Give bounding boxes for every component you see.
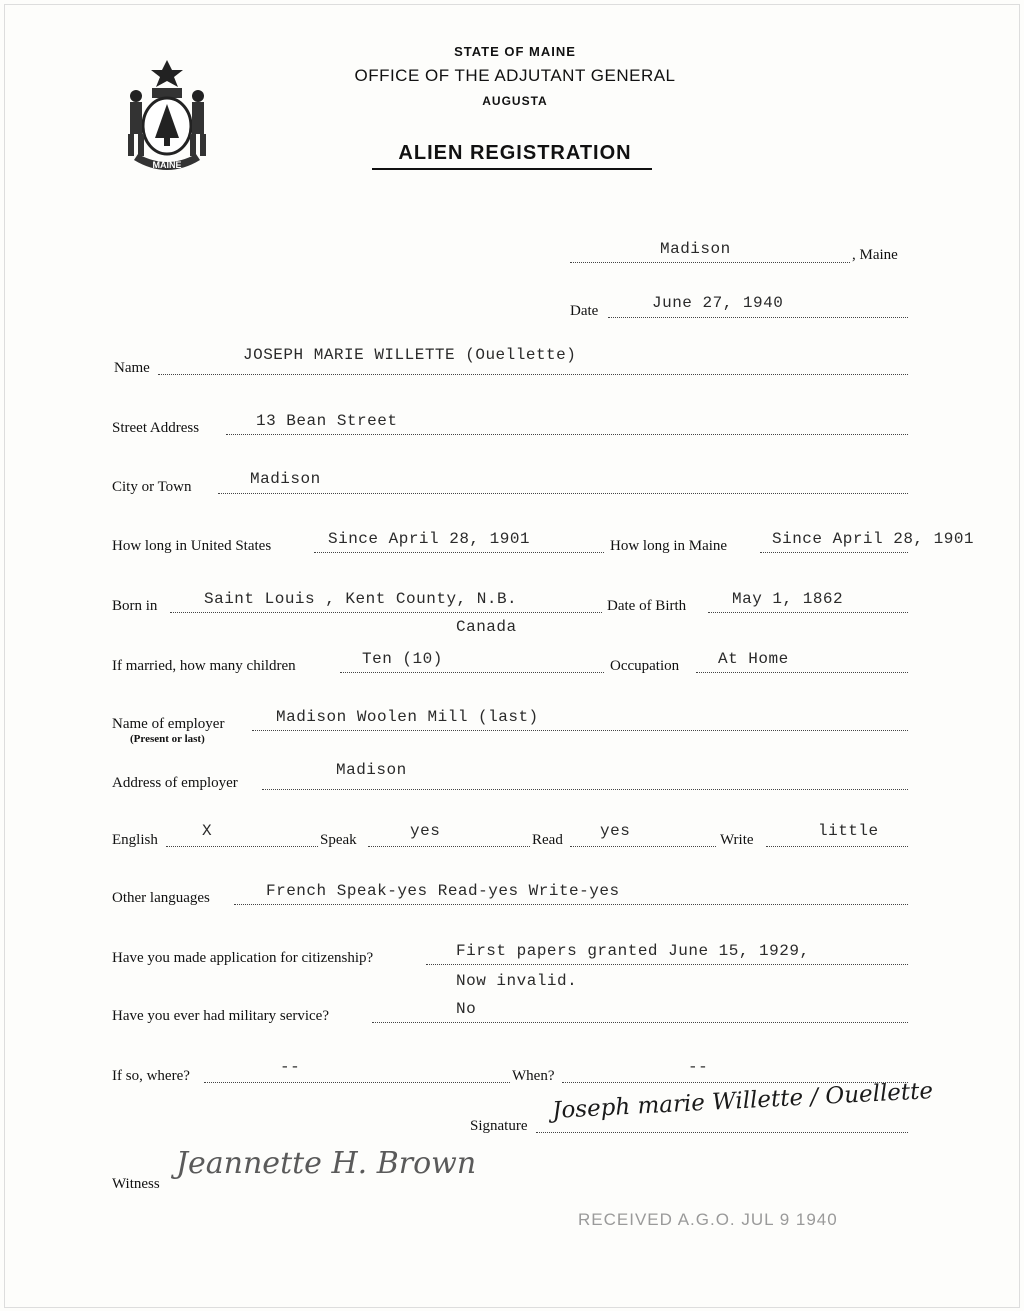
occupation-value: At Home xyxy=(718,650,789,668)
date-label: Date xyxy=(570,303,599,319)
occupation-label: Occupation xyxy=(610,658,680,674)
city-value: Madison xyxy=(250,470,321,488)
dob-line xyxy=(708,612,908,613)
where-line xyxy=(204,1082,510,1083)
place-line xyxy=(570,262,850,263)
other-languages-value: French Speak-yes Read-yes Write-yes xyxy=(266,882,620,900)
svg-text:MAINE: MAINE xyxy=(152,160,182,170)
maine-duration-label: How long in Maine xyxy=(610,538,728,554)
when-value: -- xyxy=(688,1058,709,1076)
state-seal-icon xyxy=(112,56,222,182)
name-line xyxy=(158,374,908,375)
children-line xyxy=(340,672,604,673)
name-label: Name xyxy=(114,360,150,376)
employer-sublabel: (Present or last) xyxy=(130,733,205,745)
children-label: If married, how many children xyxy=(112,658,296,674)
dob-value: May 1, 1862 xyxy=(732,590,844,608)
state-heading: STATE OF MAINE xyxy=(454,44,576,59)
where-value: -- xyxy=(280,1058,301,1076)
occupation-line xyxy=(696,672,908,673)
form-title: ALIEN REGISTRATION xyxy=(398,142,632,164)
read-line xyxy=(570,846,716,847)
write-line xyxy=(766,846,908,847)
maine-duration-line xyxy=(760,552,908,553)
city-line xyxy=(218,493,908,494)
write-label: Write xyxy=(720,832,754,848)
us-duration-line xyxy=(314,552,604,553)
signature-line xyxy=(536,1132,908,1133)
citizenship-line xyxy=(426,964,908,965)
born-label: Born in xyxy=(112,598,158,614)
signature-handwriting: Joseph marie Willette / Ouellette xyxy=(551,1078,934,1124)
witness-label: Witness xyxy=(112,1176,160,1192)
english-line xyxy=(166,846,318,847)
date-value: June 27, 1940 xyxy=(652,294,784,312)
us-duration-label: How long in United States xyxy=(112,538,272,554)
read-value: yes xyxy=(600,822,631,840)
citizenship-value: First papers granted June 15, 1929, xyxy=(456,942,810,960)
dob-label: Date of Birth xyxy=(607,598,687,614)
citizenship-label: Have you made application for citizenship? xyxy=(112,950,374,966)
born-country: Canada xyxy=(456,618,517,636)
street-value: 13 Bean Street xyxy=(256,412,398,430)
speak-line xyxy=(368,846,530,847)
citizenship-note: Now invalid. xyxy=(456,972,578,990)
military-value: No xyxy=(456,1000,477,1018)
us-duration-value: Since April 28, 1901 xyxy=(328,530,531,548)
received-stamp: RECEIVED A.G.O. JUL 9 1940 xyxy=(578,1210,838,1229)
english-label: English xyxy=(112,832,158,848)
employer-line xyxy=(252,730,908,731)
read-label: Read xyxy=(532,832,563,848)
employer-address-line xyxy=(262,789,908,790)
military-line xyxy=(372,1022,908,1023)
city-label: City or Town xyxy=(112,479,192,495)
signature-label: Signature xyxy=(470,1118,528,1134)
where-label: If so, where? xyxy=(112,1068,190,1084)
born-line xyxy=(170,612,602,613)
date-line xyxy=(608,317,908,318)
witness-handwriting: Jeannette H. Brown xyxy=(176,1146,477,1181)
employer-value: Madison Woolen Mill (last) xyxy=(276,708,539,726)
speak-value: yes xyxy=(410,822,441,840)
place-value: Madison xyxy=(660,240,731,258)
place-suffix: , Maine xyxy=(852,247,898,263)
maine-duration-value: Since April 28, 1901 xyxy=(772,530,975,548)
page-border xyxy=(4,4,1020,1308)
title-underline xyxy=(372,168,652,170)
military-label: Have you ever had military service? xyxy=(112,1008,329,1024)
office-heading: OFFICE OF THE ADJUTANT GENERAL xyxy=(354,66,676,85)
street-line xyxy=(226,434,908,435)
street-label: Street Address xyxy=(112,420,200,436)
english-value: X xyxy=(202,822,213,840)
other-languages-label: Other languages xyxy=(112,890,210,906)
born-value: Saint Louis , Kent County, N.B. xyxy=(204,590,518,608)
write-value: little xyxy=(818,822,879,840)
city-heading: AUGUSTA xyxy=(482,94,548,108)
children-value: Ten (10) xyxy=(362,650,443,668)
employer-address-label: Address of employer xyxy=(112,775,238,791)
employer-label: Name of employer xyxy=(112,716,225,732)
other-languages-line xyxy=(234,904,908,905)
when-label: When? xyxy=(512,1068,555,1084)
employer-address-value: Madison xyxy=(336,761,407,779)
name-value: JOSEPH MARIE WILLETTE (Ouellette) xyxy=(243,346,577,364)
speak-label: Speak xyxy=(320,832,357,848)
